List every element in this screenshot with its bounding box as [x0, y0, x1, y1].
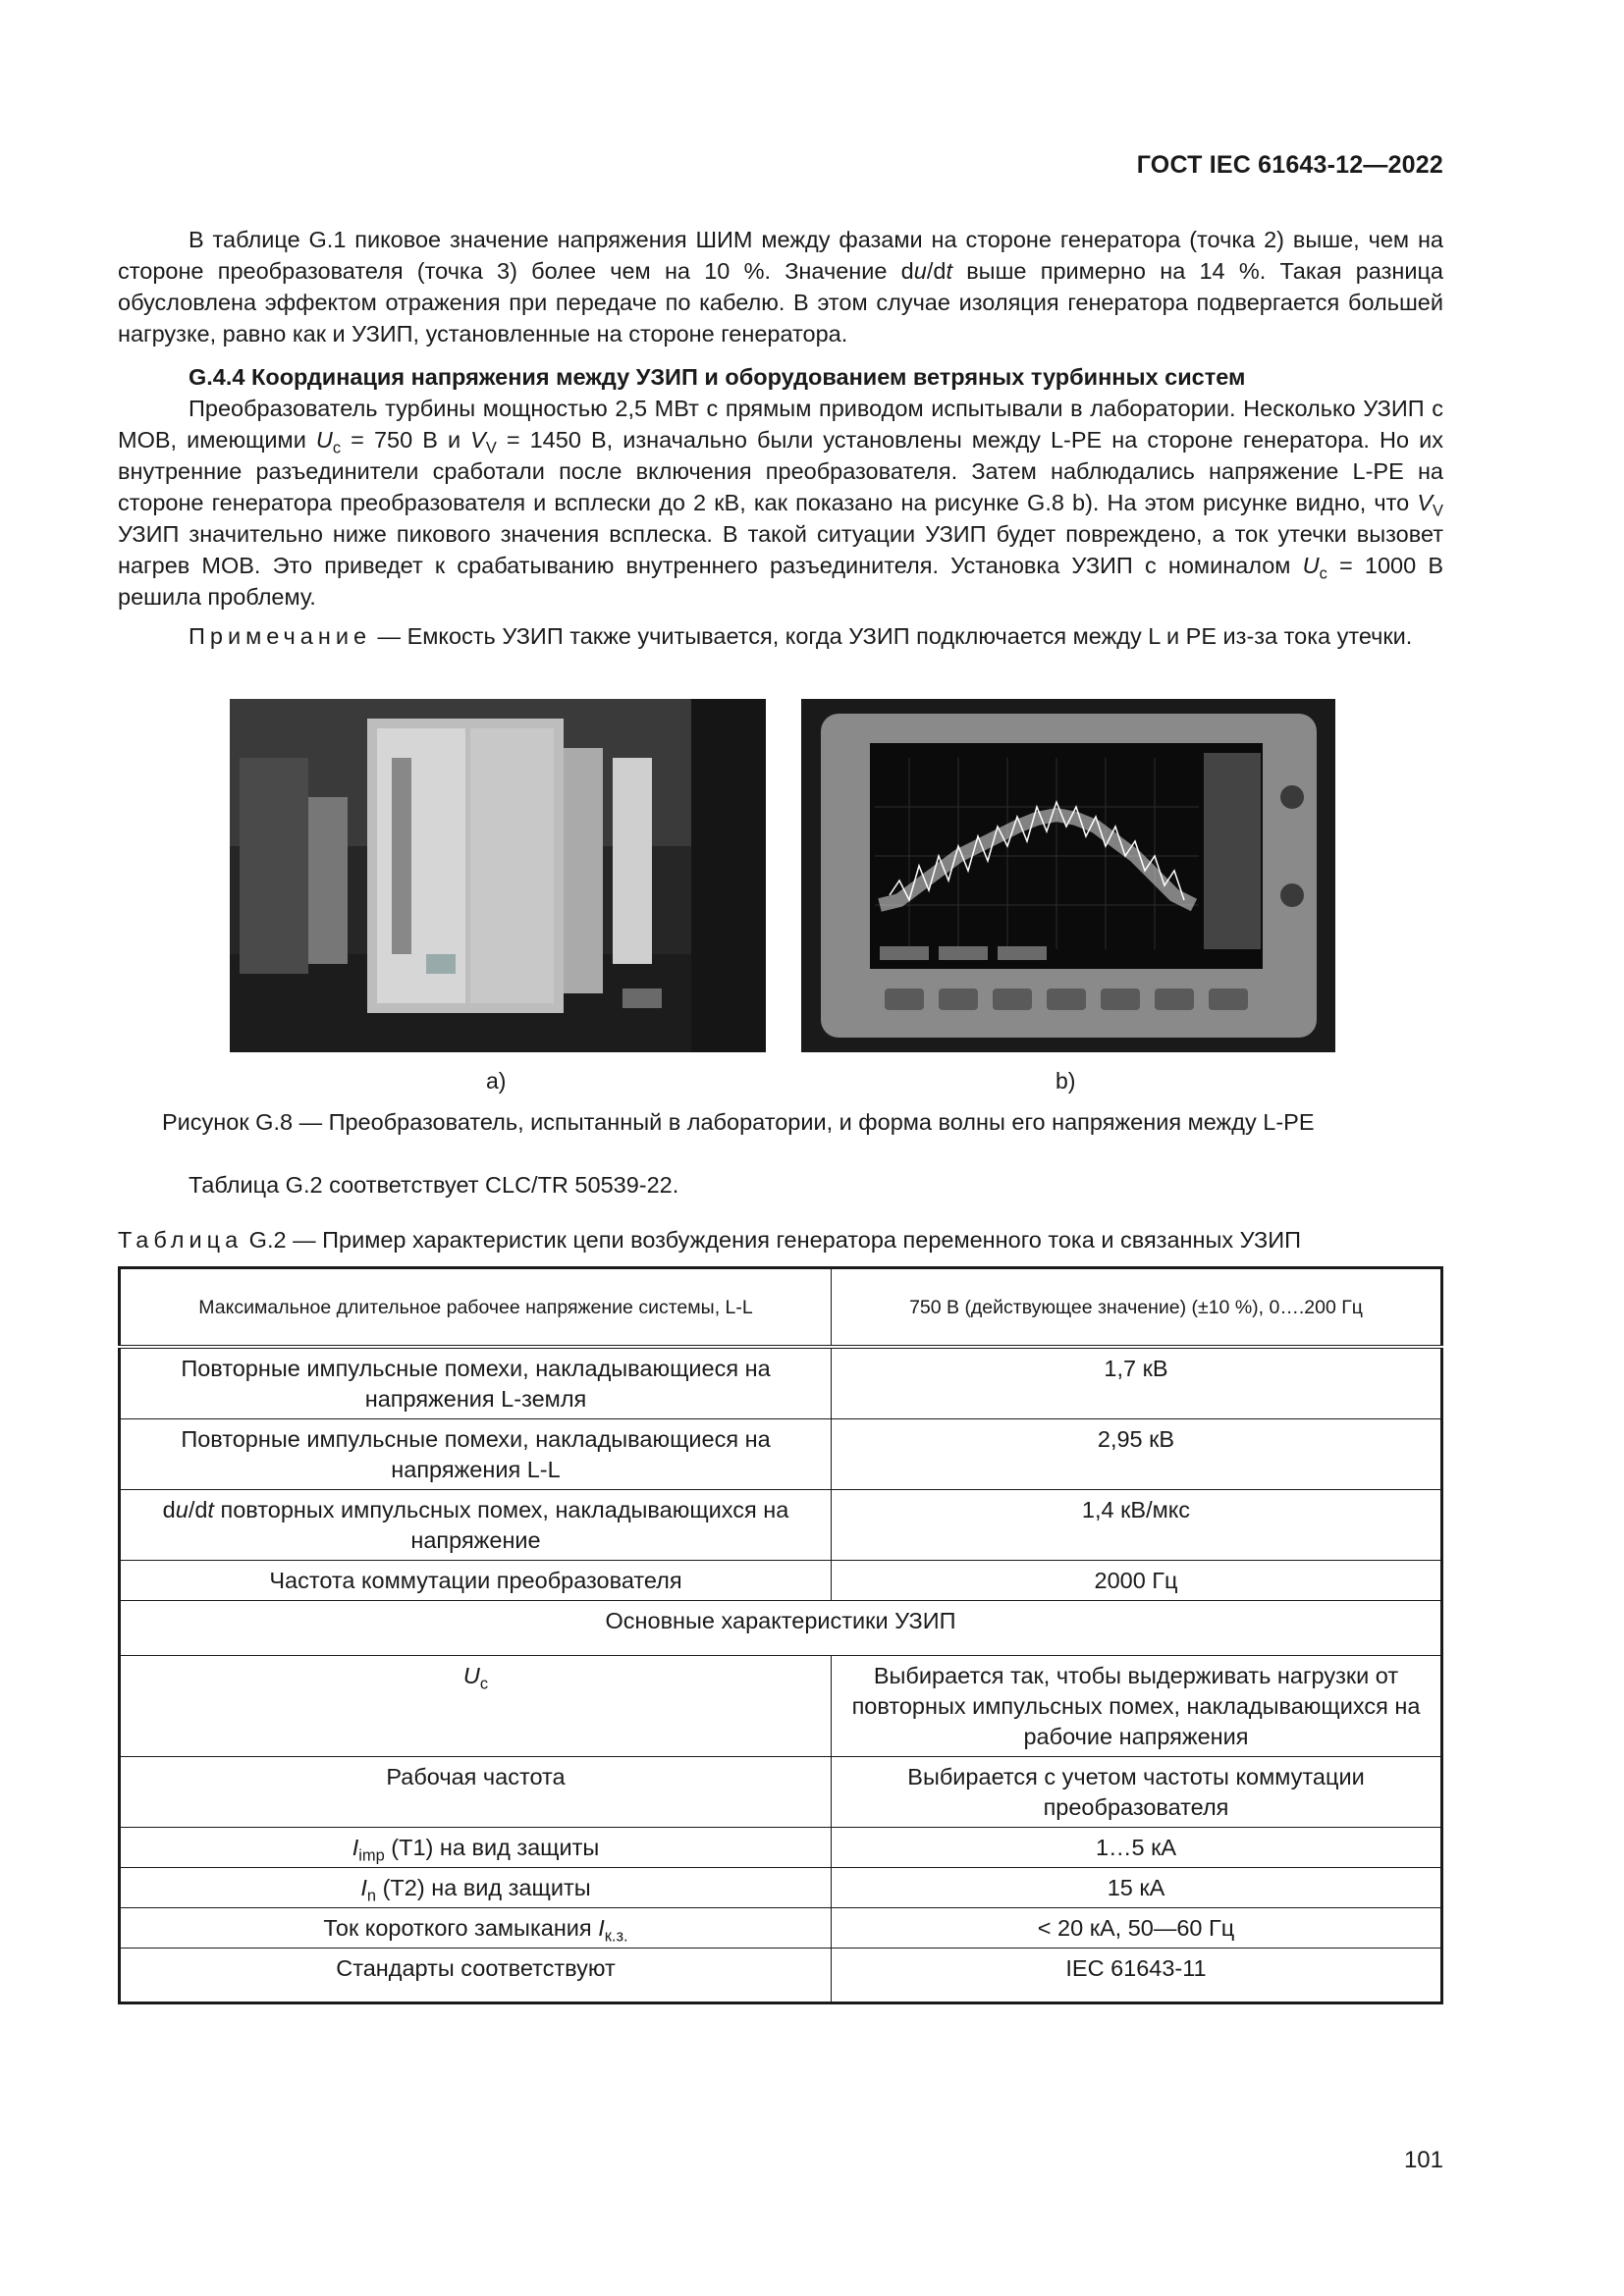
- document-id-header: ГОСТ IEC 61643-12—2022: [1136, 151, 1443, 179]
- table-cell: Стандарты соответствуют: [120, 1949, 832, 2003]
- table-row: [120, 1561, 1442, 1601]
- table-cell: 750 В (действующее значение) (±10 %), 0….200 Гц: [832, 1268, 1442, 1348]
- table-section-row: Основные характеристики УЗИП: [120, 1601, 1442, 1656]
- subcaption-b: b): [1056, 1068, 1076, 1094]
- table-cell: Максимальное длительное рабочее напряжение системы, L-L: [120, 1268, 832, 1348]
- table-row: [120, 1828, 1442, 1868]
- section-body: Преобразователь турбины мощностью 2,5 МВт с прямым приводом испытывали в лаборатории. Несколько УЗИП с МОВ, имеющими $U_c = 750$ В и $V_V = 1450$ В, изначально были установлены между L-PE на стороне генератора. Но их внутренние разъединители сработали после включения преобразователя. Затем наблюдались напряжение L-PE на стороне генератора преобразователя и всплески до 2 кВ, как показано на рисунке G.8 b). На этом рисунке видно, что $V_V$ УЗИП значительно ниже пикового значения всплеска. В такой ситуации УЗИП будет повреждено, а ток утечки вызовет нагрев МОВ. Это приведет к срабатыванию внутреннего разъединителя. Установка УЗИП с номиналом $U_c = 1000$ В решила проблему.: [118, 396, 1444, 610]
- table-cell: 1,7 кВ: [832, 1347, 1442, 1419]
- table-cell: 1,4 кВ/мкс: [832, 1490, 1442, 1561]
- table-row: [120, 1656, 1442, 1757]
- table-cell: Частота коммутации преобразователя: [120, 1561, 832, 1601]
- table-cell: IEC 61643-11: [832, 1949, 1442, 2003]
- note-paragraph: Примечание — Емкость УЗИП также учитывается, когда УЗИП подключается между L и PE из-за тока утечки.: [189, 623, 1413, 649]
- page-number: 101: [1403, 2147, 1443, 2173]
- table-cell: $I_{imp}$ (T1) на вид защиты: [120, 1828, 832, 1868]
- table-title: Таблица G.2 — Пример характеристик цепи возбуждения генератора переменного тока и связанных УЗИП: [118, 1227, 1302, 1253]
- figure-photo-oscilloscope: [801, 699, 1335, 1052]
- table-cell: 2000 Гц: [832, 1561, 1442, 1601]
- table-row: [120, 1490, 1442, 1561]
- table-cell: 2,95 кВ: [832, 1419, 1442, 1490]
- note-label: Примечание: [189, 623, 372, 649]
- table-row: [120, 1757, 1442, 1828]
- table-row: [120, 1949, 1442, 2003]
- table-cell: $I_n$ (T2) на вид защиты: [120, 1868, 832, 1908]
- subcaption-a: a): [486, 1068, 507, 1094]
- table-row: [120, 1268, 1442, 1348]
- table-cell: $U_c$: [120, 1656, 832, 1757]
- table-row: [120, 1601, 1442, 1656]
- table-cell: 15 кА: [832, 1868, 1442, 1908]
- table-row: [120, 1419, 1442, 1490]
- table-cell: 1…5 кА: [832, 1828, 1442, 1868]
- intro-paragraph: В таблице G.1 пиковое значение напряжения ШИМ между фазами на стороне генератора (точка 2) выше, чем на стороне преобразователя (точка 3) более чем на 10 %. Значение du/dt выше примерно на 14 %. Такая разница обусловлена эффектом отражения при передаче по кабелю. В этом случае изоляция генератора подвергается большей нагрузке, равно как и УЗИП, установленные на стороне генератора.: [118, 227, 1443, 347]
- section-g44: [118, 361, 1443, 613]
- table-cell: du/dt повторных импульсных помех, накладывающихся на напряжение: [120, 1490, 832, 1561]
- figure-photo-converter: [230, 699, 766, 1052]
- table-cell: Выбирается так, чтобы выдерживать нагрузки от повторных импульсных помех, накладывающихся на рабочие напряжения: [832, 1656, 1442, 1757]
- table-row: [120, 1868, 1442, 1908]
- table-cell: < 20 кА, 50—60 Гц: [832, 1908, 1442, 1949]
- table-cell: Ток короткого замыкания $I_{к.з.}$: [120, 1908, 832, 1949]
- table-cell: Повторные импульсные помехи, накладывающиеся на напряжения L-L: [120, 1419, 832, 1490]
- figure-caption: Рисунок G.8 — Преобразователь, испытанный в лаборатории, и форма волны его напряжения между L-PE: [162, 1109, 1315, 1135]
- table-cell: Выбирается с учетом частоты коммутации преобразователя: [832, 1757, 1442, 1828]
- table-reference: Таблица G.2 соответствует CLC/TR 50539-22.: [189, 1172, 679, 1198]
- table-row: [120, 1347, 1442, 1419]
- section-heading: G.4.4 Координация напряжения между УЗИП и оборудованием ветряных турбинных систем: [189, 364, 1246, 390]
- table-cell: Рабочая частота: [120, 1757, 832, 1828]
- table-row: [120, 1908, 1442, 1949]
- characteristics-table: [118, 1266, 1443, 2004]
- table-cell: Повторные импульсные помехи, накладывающиеся на напряжения L-земля: [120, 1347, 832, 1419]
